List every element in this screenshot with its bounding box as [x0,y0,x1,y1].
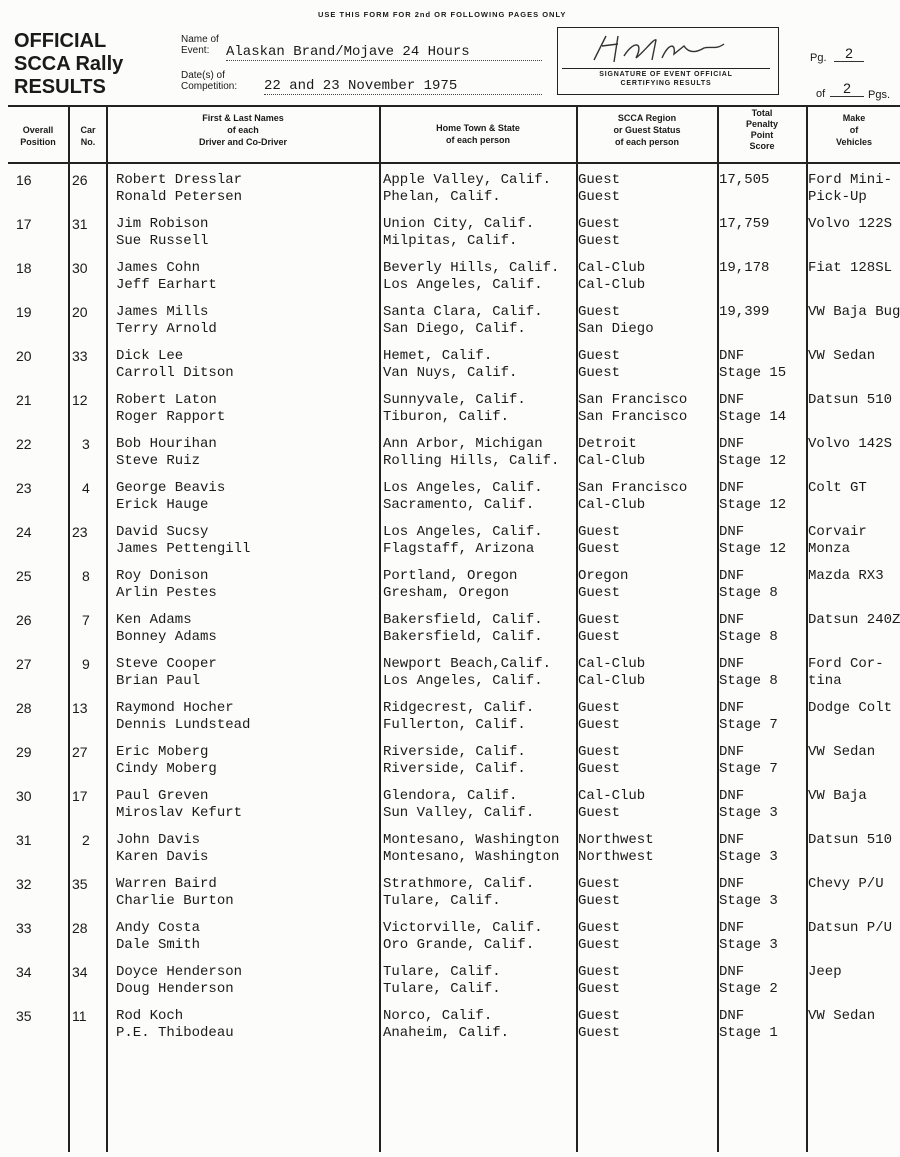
position-cell: 26 [16,612,32,628]
hometown-cell: Glendora, Calif. Sun Valley, Calif. [383,788,535,821]
region-cell: Guest Guest [578,964,621,997]
names-cell: John Davis Karen Davis [116,832,209,865]
score-cell: DNF Stage 3 [719,832,778,865]
table-row [0,474,900,518]
event-name-value: Alaskan Brand/Mojave 24 Hours [226,44,542,61]
vehicle-make-cell: VW Baja Bug [808,304,900,320]
table-row [0,826,900,870]
hometown-cell: Los Angeles, Calif. Sacramento, Calif. [383,480,543,513]
vehicle-make-cell: Datsun 510 [808,392,893,408]
hometown-cell: Sunnyvale, Calif. Tiburon, Calif. [383,392,526,425]
page-label: Pg. [810,52,827,64]
hometown-cell: Tulare, Calif. Tulare, Calif. [383,964,501,997]
car-number-cell: 4 [82,480,90,496]
position-cell: 18 [16,260,32,276]
car-number-cell: 35 [72,876,88,892]
position-cell: 35 [16,1008,32,1024]
event-label [181,34,219,56]
position-cell: 31 [16,832,32,848]
hometown-cell: Montesano, Washington Montesano, Washington [383,832,560,865]
form-title-line-3: RESULTS [14,76,106,98]
score-cell: DNF Stage 8 [719,656,778,689]
score-cell: 19,178 [719,260,770,276]
signature-line [562,68,770,69]
position-cell: 24 [16,524,32,540]
column-header-position: Overall Position [20,125,56,147]
car-number-cell: 13 [72,700,88,716]
names-cell: Jim Robison Sue Russell [116,216,209,249]
region-cell: Guest Guest [578,612,621,645]
vehicle-make-cell: Corvair Monza [808,524,867,557]
score-cell: DNF Stage 3 [719,788,778,821]
table-row [0,210,900,254]
hometown-cell: Strathmore, Calif. Tulare, Calif. [383,876,535,909]
car-number-cell: 9 [82,656,90,672]
hometown-cell: Ann Arbor, Michigan Rolling Hills, Calif. [383,436,560,469]
car-number-cell: 27 [72,744,88,760]
hometown-cell: Bakersfield, Calif. Bakersfield, Calif. [383,612,543,645]
vehicle-make-cell: Chevy P/U [808,876,884,892]
names-cell: Paul Greven Miroslav Kefurt [116,788,243,821]
position-cell: 17 [16,216,32,232]
hometown-cell: Riverside, Calif. Riverside, Calif. [383,744,526,777]
form-title-line-1: OFFICIAL [14,30,107,52]
column-header-names: First & Last Names of each Driver and Co-Driver [198,113,288,147]
column-header-score: Total Penalty Point Score [745,108,778,151]
hometown-cell: Victorville, Calif. Oro Grande, Calif. [383,920,543,953]
vehicle-make-cell: Fiat 128SL [808,260,893,276]
signature-caption [558,70,774,88]
car-number-cell: 31 [72,216,88,232]
vehicle-make-cell: Ford Mini- Pick-Up [808,172,893,205]
table-row [0,254,900,298]
vehicle-make-cell: Datsun 510 [808,832,893,848]
hometown-cell: Beverly Hills, Calif. Los Angeles, Calif. [383,260,560,293]
names-cell: Ken Adams Bonney Adams [116,612,217,645]
position-cell: 20 [16,348,32,364]
table-row [0,606,900,650]
score-cell: DNF Stage 3 [719,876,778,909]
names-cell: James Mills Terry Arnold [116,304,217,337]
table-row [0,958,900,1002]
vehicle-make-cell: Mazda RX3 [808,568,884,584]
form-title-line-2: SCCA Rally [14,53,124,75]
date-label [181,70,237,92]
position-cell: 23 [16,480,32,496]
position-cell: 22 [16,436,32,452]
region-cell: Detroit Cal-Club [578,436,646,469]
position-cell: 28 [16,700,32,716]
vehicle-make-cell: VW Sedan [808,744,876,760]
vehicle-make-cell: Jeep [808,964,842,980]
region-cell: Guest Guest [578,216,621,249]
position-cell: 30 [16,788,32,804]
car-number-cell: 28 [72,920,88,936]
column-header-town: Home Town & State of each person [436,123,520,145]
pages-label: Pgs. [868,89,891,101]
car-number-cell: 26 [72,172,88,188]
score-cell: DNF Stage 15 [719,348,787,381]
signature-box [557,27,779,95]
signature-mark [584,32,734,66]
column-header-car: Car No. [80,125,96,147]
position-cell: 33 [16,920,32,936]
vehicle-make-cell: Ford Cor- tina [808,656,884,689]
region-cell: Cal-Club Cal-Club [578,260,646,293]
score-cell: DNF Stage 1 [719,1008,778,1041]
vehicle-make-cell: Colt GT [808,480,867,496]
names-cell: Dick Lee Carroll Ditson [116,348,234,381]
score-cell: DNF Stage 7 [719,744,778,777]
table-row [0,562,900,606]
score-cell: 17,505 [719,172,770,188]
names-cell: James Cohn Jeff Earhart [116,260,217,293]
table-header-rule [8,162,900,164]
position-cell: 19 [16,304,32,320]
vehicle-make-cell: VW Sedan [808,1008,876,1024]
score-cell: 19,399 [719,304,770,320]
score-cell: DNF Stage 12 [719,524,787,557]
vehicle-make-cell: Volvo 142S [808,436,893,452]
names-cell: Doyce Henderson Doug Henderson [116,964,243,997]
names-cell: Roy Donison Arlin Pestes [116,568,217,601]
form-notice: USE THIS FORM FOR 2nd OR FOLLOWING PAGES ONLY [318,10,567,19]
car-number-cell: 2 [82,832,90,848]
form-title [14,30,123,99]
hometown-cell: Santa Clara, Calif. San Diego, Calif. [383,304,543,337]
names-cell: Steve Cooper Brian Paul [116,656,217,689]
table-top-rule [8,105,900,107]
region-cell: Guest San Diego [578,304,654,337]
car-number-cell: 34 [72,964,88,980]
hometown-cell: Apple Valley, Calif. Phelan, Calif. [383,172,552,205]
car-number-cell: 30 [72,260,88,276]
position-cell: 32 [16,876,32,892]
table-row [0,1002,900,1046]
vehicle-make-cell: Volvo 122S [808,216,893,232]
car-number-cell: 3 [82,436,90,452]
score-cell: DNF Stage 8 [719,568,778,601]
car-number-cell: 8 [82,568,90,584]
score-cell: DNF Stage 2 [719,964,778,997]
vehicle-make-cell: VW Sedan [808,348,876,364]
hometown-cell: Portland, Oregon Gresham, Oregon [383,568,518,601]
region-cell: Guest Guest [578,348,621,381]
position-cell: 27 [16,656,32,672]
table-row [0,518,900,562]
score-cell: DNF Stage 12 [719,480,787,513]
score-cell: DNF Stage 14 [719,392,787,425]
vehicle-make-cell: VW Baja [808,788,867,804]
event-label-line-2: Event: [181,45,210,56]
car-number-cell: 11 [72,1008,87,1024]
page-number-value: 2 [834,45,864,62]
car-number-cell: 7 [82,612,90,628]
position-cell: 16 [16,172,32,188]
score-cell: DNF Stage 12 [719,436,787,469]
hometown-cell: Ridgecrest, Calif. Fullerton, Calif. [383,700,535,733]
competition-date-value: 22 and 23 November 1975 [264,78,542,95]
vehicle-make-cell: Dodge Colt [808,700,893,716]
region-cell: San Francisco Cal-Club [578,480,688,513]
car-number-cell: 20 [72,304,88,320]
names-cell: Robert Laton Roger Rapport [116,392,226,425]
table-row [0,870,900,914]
names-cell: Warren Baird Charlie Burton [116,876,234,909]
score-cell: DNF Stage 7 [719,700,778,733]
table-row [0,782,900,826]
hometown-cell: Los Angeles, Calif. Flagstaff, Arizona [383,524,543,557]
region-cell: Guest Guest [578,700,621,733]
score-cell: 17,759 [719,216,770,232]
region-cell: San Francisco San Francisco [578,392,688,425]
names-cell: Andy Costa Dale Smith [116,920,201,953]
region-cell: Guest Guest [578,172,621,205]
column-header-make: Make of Vehicles [835,113,873,147]
names-cell: David Sucsy James Pettengill [116,524,251,557]
table-row [0,694,900,738]
event-label-line-1: Name of [181,34,219,45]
car-number-cell: 12 [72,392,88,408]
names-cell: Robert Dresslar Ronald Petersen [116,172,243,205]
names-cell: Raymond Hocher Dennis Lundstead [116,700,251,733]
car-number-cell: 33 [72,348,88,364]
hometown-cell: Union City, Calif. Milpitas, Calif. [383,216,535,249]
position-cell: 34 [16,964,32,980]
date-label-line-2: Competition: [181,81,238,92]
table-row [0,386,900,430]
table-row [0,342,900,386]
hometown-cell: Newport Beach,Calif. Los Angeles, Calif. [383,656,552,689]
signature-caption-line-2: CERTIFYING RESULTS [620,80,712,87]
table-row [0,298,900,342]
hometown-cell: Hemet, Calif. Van Nuys, Calif. [383,348,518,381]
score-cell: DNF Stage 8 [719,612,778,645]
car-number-cell: 23 [72,524,88,540]
region-cell: Oregon Guest [578,568,629,601]
names-cell: Eric Moberg Cindy Moberg [116,744,217,777]
region-cell: Guest Guest [578,1008,621,1041]
table-row [0,166,900,210]
table-row [0,914,900,958]
column-header-region: SCCA Region or Guest Status of each person [613,113,681,147]
region-cell: Northwest Northwest [578,832,654,865]
car-number-cell: 17 [72,788,88,804]
names-cell: Bob Hourihan Steve Ruiz [116,436,217,469]
date-label-line-1: Date(s) of [181,70,225,81]
of-label: of [816,88,826,100]
position-cell: 25 [16,568,32,584]
region-cell: Guest Guest [578,920,621,953]
table-row [0,430,900,474]
total-pages-value: 2 [830,80,864,97]
score-cell: DNF Stage 3 [719,920,778,953]
hometown-cell: Norco, Calif. Anaheim, Calif. [383,1008,510,1041]
vehicle-make-cell: Datsun 240Z [808,612,900,628]
vehicle-make-cell: Datsun P/U [808,920,893,936]
region-cell: Guest Guest [578,876,621,909]
region-cell: Cal-Club Guest [578,788,646,821]
table-row [0,738,900,782]
position-cell: 21 [16,392,32,408]
region-cell: Cal-Club Cal-Club [578,656,646,689]
region-cell: Guest Guest [578,744,621,777]
names-cell: Rod Koch P.E. Thibodeau [116,1008,234,1041]
names-cell: George Beavis Erick Hauge [116,480,226,513]
signature-caption-line-1: SIGNATURE OF EVENT OFFICIAL [599,71,733,78]
position-cell: 29 [16,744,32,760]
table-row [0,650,900,694]
region-cell: Guest Guest [578,524,621,557]
